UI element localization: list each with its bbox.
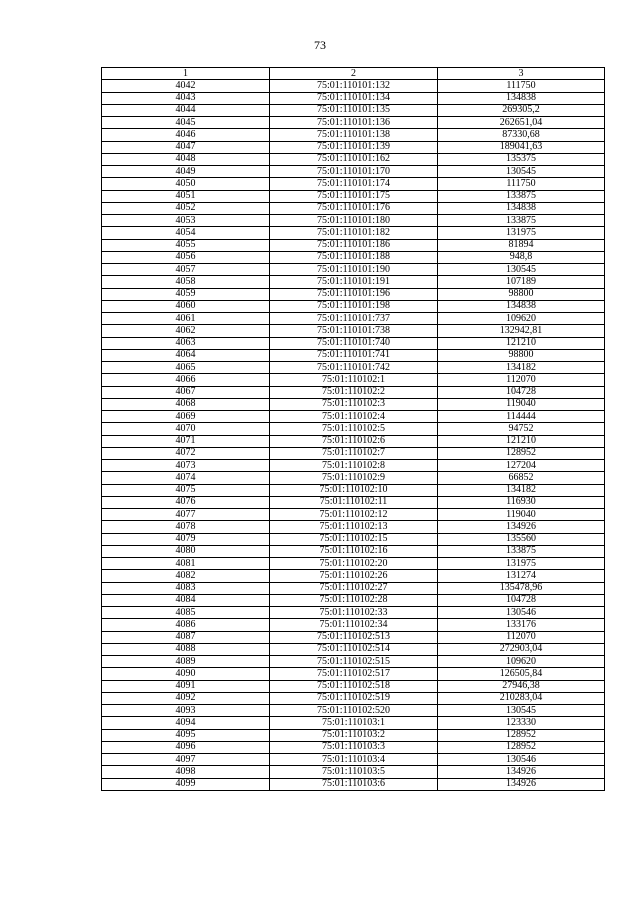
cadastral-number-cell: 75:01:110102:10 bbox=[270, 484, 438, 496]
table-body bbox=[102, 80, 605, 791]
cadastral-number-cell: 75:01:110103:3 bbox=[270, 741, 438, 753]
row-number-cell: 4048 bbox=[102, 153, 270, 165]
value-cell: 107189 bbox=[438, 276, 605, 288]
value-cell: 133176 bbox=[438, 619, 605, 631]
row-number-cell: 4050 bbox=[102, 178, 270, 190]
row-number-cell: 4078 bbox=[102, 521, 270, 533]
table-row bbox=[102, 594, 605, 606]
cadastral-number-cell: 75:01:110102:520 bbox=[270, 705, 438, 717]
cadastral-number-cell: 75:01:110102:515 bbox=[270, 656, 438, 668]
value-cell: 119040 bbox=[438, 509, 605, 521]
row-number-cell: 4099 bbox=[102, 778, 270, 790]
table-row bbox=[102, 582, 605, 594]
row-number-cell: 4057 bbox=[102, 264, 270, 276]
value-cell: 109620 bbox=[438, 656, 605, 668]
column-header-3: 3 bbox=[438, 68, 605, 80]
table-row bbox=[102, 729, 605, 741]
table-row bbox=[102, 313, 605, 325]
row-number-cell: 4083 bbox=[102, 582, 270, 594]
table-row bbox=[102, 484, 605, 496]
table-row bbox=[102, 447, 605, 459]
cadastral-number-cell: 75:01:110102:33 bbox=[270, 607, 438, 619]
row-number-cell: 4081 bbox=[102, 558, 270, 570]
row-number-cell: 4087 bbox=[102, 631, 270, 643]
table-row bbox=[102, 680, 605, 692]
value-cell: 112070 bbox=[438, 631, 605, 643]
value-cell: 130545 bbox=[438, 705, 605, 717]
cadastral-number-cell: 75:01:110101:132 bbox=[270, 80, 438, 92]
table-row bbox=[102, 239, 605, 251]
table-row bbox=[102, 104, 605, 116]
row-number-cell: 4047 bbox=[102, 141, 270, 153]
cadastral-number-cell: 75:01:110101:740 bbox=[270, 337, 438, 349]
value-cell: 134182 bbox=[438, 484, 605, 496]
row-number-cell: 4094 bbox=[102, 717, 270, 729]
value-cell: 134926 bbox=[438, 766, 605, 778]
row-number-cell: 4080 bbox=[102, 545, 270, 557]
value-cell: 109620 bbox=[438, 313, 605, 325]
value-cell: 272903,04 bbox=[438, 643, 605, 655]
cadastral-number-cell: 75:01:110101:190 bbox=[270, 264, 438, 276]
cadastral-number-cell: 75:01:110102:4 bbox=[270, 411, 438, 423]
value-cell: 131975 bbox=[438, 227, 605, 239]
cadastral-number-cell: 75:01:110101:742 bbox=[270, 362, 438, 374]
value-cell: 135478,96 bbox=[438, 582, 605, 594]
table-row bbox=[102, 178, 605, 190]
table-row bbox=[102, 153, 605, 165]
value-cell: 131975 bbox=[438, 558, 605, 570]
row-number-cell: 4090 bbox=[102, 668, 270, 680]
row-number-cell: 4068 bbox=[102, 398, 270, 410]
value-cell: 104728 bbox=[438, 594, 605, 606]
row-number-cell: 4076 bbox=[102, 496, 270, 508]
cadastral-number-cell: 75:01:110102:8 bbox=[270, 460, 438, 472]
table-row bbox=[102, 521, 605, 533]
cadastral-number-cell: 75:01:110102:16 bbox=[270, 545, 438, 557]
cadastral-number-cell: 75:01:110102:13 bbox=[270, 521, 438, 533]
table-row bbox=[102, 325, 605, 337]
cadastral-number-cell: 75:01:110102:34 bbox=[270, 619, 438, 631]
row-number-cell: 4074 bbox=[102, 472, 270, 484]
table-row bbox=[102, 692, 605, 704]
row-number-cell: 4089 bbox=[102, 656, 270, 668]
row-number-cell: 4043 bbox=[102, 92, 270, 104]
value-cell: 94752 bbox=[438, 423, 605, 435]
value-cell: 134838 bbox=[438, 92, 605, 104]
value-cell: 134838 bbox=[438, 300, 605, 312]
row-number-cell: 4097 bbox=[102, 754, 270, 766]
table-row bbox=[102, 227, 605, 239]
cadastral-number-cell: 75:01:110102:519 bbox=[270, 692, 438, 704]
table-row bbox=[102, 717, 605, 729]
cadastral-number-cell: 75:01:110101:134 bbox=[270, 92, 438, 104]
row-number-cell: 4085 bbox=[102, 607, 270, 619]
row-number-cell: 4063 bbox=[102, 337, 270, 349]
row-number-cell: 4060 bbox=[102, 300, 270, 312]
data-table bbox=[101, 67, 605, 791]
table-header-row bbox=[102, 68, 605, 80]
value-cell: 121210 bbox=[438, 435, 605, 447]
table-row bbox=[102, 362, 605, 374]
cadastral-number-cell: 75:01:110101:188 bbox=[270, 251, 438, 263]
table-row bbox=[102, 607, 605, 619]
table-row bbox=[102, 251, 605, 263]
table-row bbox=[102, 533, 605, 545]
table-row bbox=[102, 411, 605, 423]
table-row bbox=[102, 705, 605, 717]
row-number-cell: 4052 bbox=[102, 202, 270, 214]
cadastral-number-cell: 75:01:110101:138 bbox=[270, 129, 438, 141]
value-cell: 133875 bbox=[438, 215, 605, 227]
table-row bbox=[102, 300, 605, 312]
value-cell: 130546 bbox=[438, 607, 605, 619]
row-number-cell: 4091 bbox=[102, 680, 270, 692]
table-row bbox=[102, 141, 605, 153]
table-row bbox=[102, 668, 605, 680]
cadastral-number-cell: 75:01:110102:27 bbox=[270, 582, 438, 594]
cadastral-number-cell: 75:01:110102:9 bbox=[270, 472, 438, 484]
cadastral-number-cell: 75:01:110102:3 bbox=[270, 398, 438, 410]
cadastral-number-cell: 75:01:110102:12 bbox=[270, 509, 438, 521]
table-row bbox=[102, 288, 605, 300]
row-number-cell: 4093 bbox=[102, 705, 270, 717]
cadastral-number-cell: 75:01:110102:513 bbox=[270, 631, 438, 643]
table-row bbox=[102, 202, 605, 214]
cadastral-number-cell: 75:01:110102:28 bbox=[270, 594, 438, 606]
cadastral-number-cell: 75:01:110101:180 bbox=[270, 215, 438, 227]
row-number-cell: 4086 bbox=[102, 619, 270, 631]
table-row bbox=[102, 215, 605, 227]
cadastral-number-cell: 75:01:110101:170 bbox=[270, 166, 438, 178]
row-number-cell: 4092 bbox=[102, 692, 270, 704]
value-cell: 112070 bbox=[438, 374, 605, 386]
table-row bbox=[102, 631, 605, 643]
cadastral-number-cell: 75:01:110101:191 bbox=[270, 276, 438, 288]
row-number-cell: 4056 bbox=[102, 251, 270, 263]
row-number-cell: 4077 bbox=[102, 509, 270, 521]
value-cell: 132942,81 bbox=[438, 325, 605, 337]
cadastral-number-cell: 75:01:110101:136 bbox=[270, 117, 438, 129]
cadastral-number-cell: 75:01:110102:5 bbox=[270, 423, 438, 435]
value-cell: 262651,04 bbox=[438, 117, 605, 129]
value-cell: 119040 bbox=[438, 398, 605, 410]
cadastral-number-cell: 75:01:110103:6 bbox=[270, 778, 438, 790]
row-number-cell: 4067 bbox=[102, 386, 270, 398]
row-number-cell: 4058 bbox=[102, 276, 270, 288]
value-cell: 98800 bbox=[438, 349, 605, 361]
value-cell: 121210 bbox=[438, 337, 605, 349]
value-cell: 135375 bbox=[438, 153, 605, 165]
page-number: 73 bbox=[314, 38, 326, 52]
row-number-cell: 4095 bbox=[102, 729, 270, 741]
value-cell: 135560 bbox=[438, 533, 605, 545]
cadastral-number-cell: 75:01:110101:182 bbox=[270, 227, 438, 239]
row-number-cell: 4061 bbox=[102, 313, 270, 325]
value-cell: 134182 bbox=[438, 362, 605, 374]
cadastral-number-cell: 75:01:110101:139 bbox=[270, 141, 438, 153]
table-row bbox=[102, 398, 605, 410]
row-number-cell: 4055 bbox=[102, 239, 270, 251]
cadastral-number-cell: 75:01:110102:2 bbox=[270, 386, 438, 398]
row-number-cell: 4098 bbox=[102, 766, 270, 778]
value-cell: 116930 bbox=[438, 496, 605, 508]
value-cell: 114444 bbox=[438, 411, 605, 423]
row-number-cell: 4046 bbox=[102, 129, 270, 141]
table-row bbox=[102, 337, 605, 349]
row-number-cell: 4053 bbox=[102, 215, 270, 227]
value-cell: 134926 bbox=[438, 778, 605, 790]
cadastral-number-cell: 75:01:110102:6 bbox=[270, 435, 438, 447]
table-row bbox=[102, 435, 605, 447]
row-number-cell: 4079 bbox=[102, 533, 270, 545]
cadastral-number-cell: 75:01:110101:198 bbox=[270, 300, 438, 312]
table-row bbox=[102, 741, 605, 753]
row-number-cell: 4054 bbox=[102, 227, 270, 239]
row-number-cell: 4071 bbox=[102, 435, 270, 447]
column-header-2: 2 bbox=[270, 68, 438, 80]
table-row bbox=[102, 386, 605, 398]
value-cell: 210283,04 bbox=[438, 692, 605, 704]
cadastral-number-cell: 75:01:110101:174 bbox=[270, 178, 438, 190]
value-cell: 27946,38 bbox=[438, 680, 605, 692]
cadastral-number-cell: 75:01:110102:15 bbox=[270, 533, 438, 545]
row-number-cell: 4082 bbox=[102, 570, 270, 582]
cadastral-number-cell: 75:01:110102:517 bbox=[270, 668, 438, 680]
value-cell: 128952 bbox=[438, 741, 605, 753]
row-number-cell: 4059 bbox=[102, 288, 270, 300]
table-row bbox=[102, 117, 605, 129]
value-cell: 66852 bbox=[438, 472, 605, 484]
row-number-cell: 4064 bbox=[102, 349, 270, 361]
cadastral-number-cell: 75:01:110103:1 bbox=[270, 717, 438, 729]
cadastral-number-cell: 75:01:110103:2 bbox=[270, 729, 438, 741]
table-row bbox=[102, 558, 605, 570]
table-row bbox=[102, 349, 605, 361]
cadastral-number-cell: 75:01:110102:518 bbox=[270, 680, 438, 692]
table-row bbox=[102, 129, 605, 141]
table-row bbox=[102, 190, 605, 202]
cadastral-number-cell: 75:01:110102:26 bbox=[270, 570, 438, 582]
value-cell: 130545 bbox=[438, 264, 605, 276]
row-number-cell: 4070 bbox=[102, 423, 270, 435]
table-row bbox=[102, 460, 605, 472]
table-row bbox=[102, 374, 605, 386]
table-row bbox=[102, 166, 605, 178]
table-row bbox=[102, 766, 605, 778]
cadastral-number-cell: 75:01:110101:196 bbox=[270, 288, 438, 300]
value-cell: 123330 bbox=[438, 717, 605, 729]
table-row bbox=[102, 509, 605, 521]
row-number-cell: 4044 bbox=[102, 104, 270, 116]
value-cell: 133875 bbox=[438, 545, 605, 557]
row-number-cell: 4096 bbox=[102, 741, 270, 753]
value-cell: 111750 bbox=[438, 178, 605, 190]
cadastral-number-cell: 75:01:110102:20 bbox=[270, 558, 438, 570]
value-cell: 130546 bbox=[438, 754, 605, 766]
cadastral-number-cell: 75:01:110101:741 bbox=[270, 349, 438, 361]
row-number-cell: 4051 bbox=[102, 190, 270, 202]
table-row bbox=[102, 496, 605, 508]
table-row bbox=[102, 619, 605, 631]
cadastral-number-cell: 75:01:110101:186 bbox=[270, 239, 438, 251]
row-number-cell: 4042 bbox=[102, 80, 270, 92]
row-number-cell: 4084 bbox=[102, 594, 270, 606]
row-number-cell: 4072 bbox=[102, 447, 270, 459]
row-number-cell: 4049 bbox=[102, 166, 270, 178]
cadastral-number-cell: 75:01:110101:737 bbox=[270, 313, 438, 325]
cadastral-number-cell: 75:01:110101:175 bbox=[270, 190, 438, 202]
cadastral-number-cell: 75:01:110102:514 bbox=[270, 643, 438, 655]
table-row bbox=[102, 656, 605, 668]
value-cell: 948,8 bbox=[438, 251, 605, 263]
row-number-cell: 4088 bbox=[102, 643, 270, 655]
value-cell: 131274 bbox=[438, 570, 605, 582]
cadastral-number-cell: 75:01:110102:11 bbox=[270, 496, 438, 508]
value-cell: 81894 bbox=[438, 239, 605, 251]
value-cell: 98800 bbox=[438, 288, 605, 300]
table-row bbox=[102, 570, 605, 582]
value-cell: 128952 bbox=[438, 729, 605, 741]
value-cell: 130545 bbox=[438, 166, 605, 178]
value-cell: 126505,84 bbox=[438, 668, 605, 680]
row-number-cell: 4066 bbox=[102, 374, 270, 386]
value-cell: 111750 bbox=[438, 80, 605, 92]
row-number-cell: 4069 bbox=[102, 411, 270, 423]
cadastral-number-cell: 75:01:110101:738 bbox=[270, 325, 438, 337]
row-number-cell: 4062 bbox=[102, 325, 270, 337]
row-number-cell: 4075 bbox=[102, 484, 270, 496]
table-row bbox=[102, 264, 605, 276]
row-number-cell: 4065 bbox=[102, 362, 270, 374]
value-cell: 269305,2 bbox=[438, 104, 605, 116]
table-row bbox=[102, 545, 605, 557]
table-row bbox=[102, 472, 605, 484]
cadastral-number-cell: 75:01:110103:4 bbox=[270, 754, 438, 766]
value-cell: 189041,63 bbox=[438, 141, 605, 153]
cadastral-number-cell: 75:01:110102:1 bbox=[270, 374, 438, 386]
value-cell: 127204 bbox=[438, 460, 605, 472]
cadastral-number-cell: 75:01:110101:162 bbox=[270, 153, 438, 165]
value-cell: 134926 bbox=[438, 521, 605, 533]
column-header-1: 1 bbox=[102, 68, 270, 80]
cadastral-number-cell: 75:01:110102:7 bbox=[270, 447, 438, 459]
table-row bbox=[102, 276, 605, 288]
value-cell: 133875 bbox=[438, 190, 605, 202]
table-row bbox=[102, 643, 605, 655]
table-row bbox=[102, 754, 605, 766]
value-cell: 104728 bbox=[438, 386, 605, 398]
row-number-cell: 4045 bbox=[102, 117, 270, 129]
table-row bbox=[102, 80, 605, 92]
cadastral-number-cell: 75:01:110103:5 bbox=[270, 766, 438, 778]
row-number-cell: 4073 bbox=[102, 460, 270, 472]
cadastral-number-cell: 75:01:110101:176 bbox=[270, 202, 438, 214]
cadastral-number-cell: 75:01:110101:135 bbox=[270, 104, 438, 116]
table-row bbox=[102, 423, 605, 435]
table-row bbox=[102, 778, 605, 790]
value-cell: 87330,68 bbox=[438, 129, 605, 141]
table-row bbox=[102, 92, 605, 104]
value-cell: 134838 bbox=[438, 202, 605, 214]
value-cell: 128952 bbox=[438, 447, 605, 459]
